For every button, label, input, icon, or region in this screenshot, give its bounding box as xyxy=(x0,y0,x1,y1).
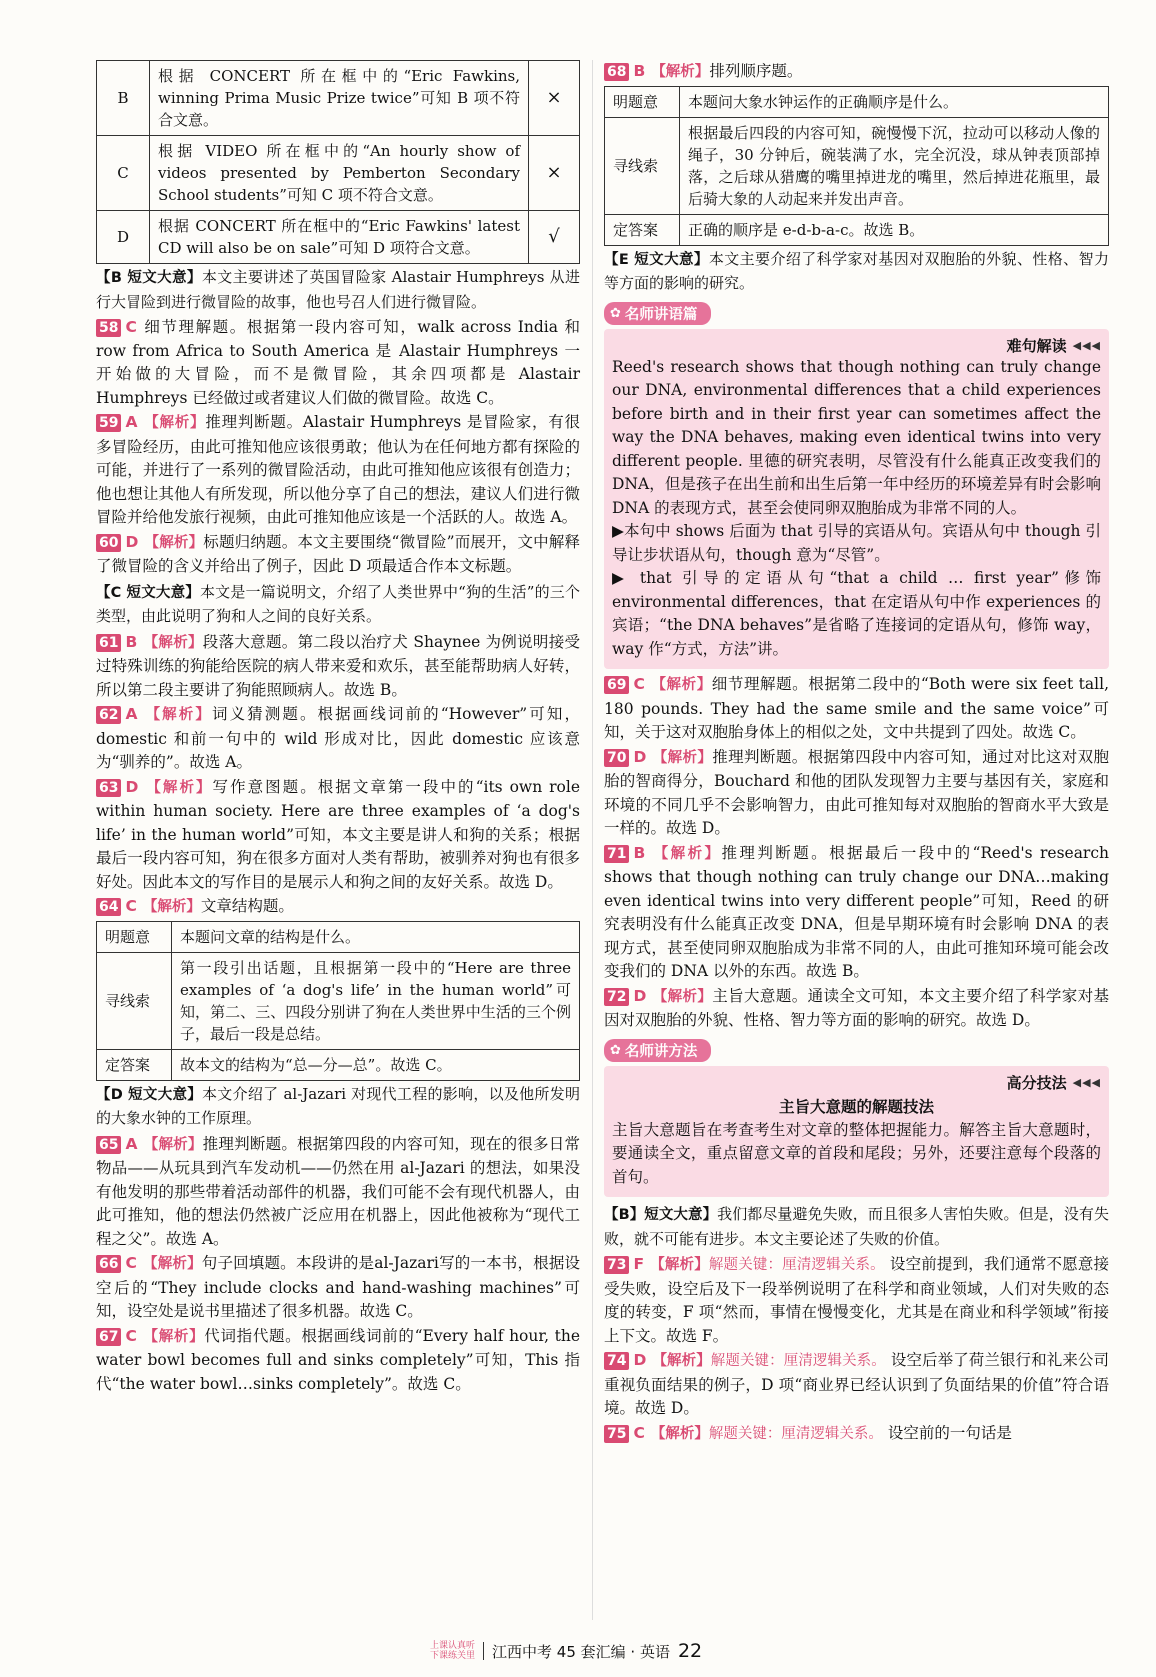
question-60 xyxy=(96,531,580,579)
answer-letter: A xyxy=(125,705,138,723)
explanation-text: 排列顺序题。 xyxy=(709,62,803,80)
summary-b xyxy=(96,266,580,314)
explanation-text: 细节理解题。根据第二段中的“Both were six feet tall, 180 pounds. They had the same smile and the same voice”可知，关于这对双胞胎身体上的相似之处，文中共提到了四处。故选 C。 xyxy=(604,675,1109,741)
table-row xyxy=(605,117,1109,214)
check-mark-icon: √ xyxy=(529,211,580,264)
question-69 xyxy=(604,673,1109,745)
sentence-analysis: Reed's research shows that though nothing can truly change our DNA, environmental differences that a child experiences before birth and in their first year can sometimes affect the way the DNA behaves, making even identical twins into very different people. 里德的研究表明，尽管没有什么能真正改变我们的 DNA，但是孩子在出生前和出生后第一年中经历的环境差异有时会影响 DNA 的表现方式，甚至会使同卵双胞胎成为非常不同的人。 xyxy=(612,357,1101,517)
option-letter: C xyxy=(97,136,150,211)
table-row xyxy=(97,1049,580,1080)
explanation-text: 代词指代题。根据画线词前的“Every half hour, the water bowl becomes full and sinks completely”可知，This 指代“the water bowl…sinks completely”。故选 C。 xyxy=(96,1326,580,1393)
explanation-text: 写作意图题。根据文章第一段中的“its own role within human society. Here are three examples of ‘a dog's life’ in the human world”可知，本文主要是讲人和狗的关系；根据最后一段内容可知，狗在很多方面对人类有帮助，被驯养对狗也有很多好处。因此本文的写作目的是展示人和狗之间的友好关系。故选 D。 xyxy=(96,777,581,891)
grammar-point: ▶本句中 shows 后面为 that 引导的宾语从句。宾语从句中 though 引导让步状语从句，though 意为“尽管”。 xyxy=(612,522,1101,564)
grammar-point: ▶ that 引导的定语从句“that a child … first year”修饰 environmental differences，that 在定语从句中作 experiences 的宾语；“the DNA behaves”是省略了连接词的定语从句，修饰 way，way 作“方式，方法”讲。 xyxy=(612,569,1101,658)
summary-b2 xyxy=(604,1203,1109,1251)
analysis-tag: 【解析】 xyxy=(143,707,212,723)
analysis-tag: 【解析】 xyxy=(143,1136,203,1153)
answer-letter: D xyxy=(633,1351,647,1369)
answer-letter: C xyxy=(125,318,137,336)
summary-text: 本文介绍了 al-Jazari 对现代工程的影响，以及他所发明的大象水钟的工作原理。 xyxy=(96,1084,580,1127)
summary-e xyxy=(604,248,1109,296)
analysis-tag: 【解析】 xyxy=(142,1328,205,1345)
question-number: 67 xyxy=(96,1328,121,1346)
option-explanation: 根据 CONCERT 所在框中的“Eric Fawkins, winning Prima Music Prize twice”可知 B 项不符合文意。 xyxy=(150,61,529,136)
options-table xyxy=(96,60,580,264)
arrows-icon: ◀◀◀ xyxy=(1072,338,1101,352)
box1-header xyxy=(604,302,1109,325)
box-title: 难句解读 xyxy=(1006,336,1067,355)
row-label: 寻线索 xyxy=(97,952,172,1049)
page-number: 22 xyxy=(677,1640,703,1662)
table-row xyxy=(97,136,580,211)
analysis-tag: 【解析】 xyxy=(144,779,213,796)
question-number: 64 xyxy=(96,898,121,916)
row-text: 本题问大象水钟运作的正确顺序是什么。 xyxy=(680,86,1109,117)
question-number: 62 xyxy=(96,706,121,724)
box-title: 高分技法 xyxy=(1006,1073,1067,1092)
question-75 xyxy=(604,1422,1109,1447)
answer-letter: B xyxy=(125,632,138,651)
question-64 xyxy=(96,895,580,920)
pill-label: 名师讲方法 xyxy=(624,1043,698,1060)
answer-letter: C xyxy=(125,897,137,915)
answer-letter: C xyxy=(125,1254,137,1272)
right-column xyxy=(604,60,1109,1447)
explanation-text: 主旨大意题。通读全文可知，本文主要介绍了科学家对基因对双胞胎的外貌、性格、智力等方面的影响的研究。故选 D。 xyxy=(604,986,1109,1029)
analysis-tag: 【解析】 xyxy=(652,749,713,766)
answer-letter: B xyxy=(633,843,646,862)
explanation-text: 推理判断题。Alastair Humphreys 是冒险家，有很多冒险经历，由此可推知他应该很勇敢；他认为在任何地方都有探险的可能，并进行了一系列的微冒险活动，由此可推知他应该很有创造力；他也想让其他人有所发现，所以他分享了自己的想法，建议人们进行微冒险并给他发旅行视频，由此可推知他应该是一个活跃的人。故选 A。 xyxy=(96,413,581,526)
logo-line: 上课认真听 xyxy=(430,1641,476,1651)
answer-letter: C xyxy=(125,1326,137,1345)
summary-label: 【E 短文大意】 xyxy=(604,251,709,268)
row-text: 故本文的结构为“总—分—总”。故选 C。 xyxy=(172,1049,580,1080)
question-number: 63 xyxy=(96,779,121,797)
summary-c xyxy=(96,581,580,629)
question-71 xyxy=(604,842,1109,984)
analysis-tag: 【解析】 xyxy=(650,677,712,693)
question-number: 61 xyxy=(96,634,121,652)
row-label: 明题意 xyxy=(97,921,172,952)
question-number: 70 xyxy=(604,749,629,767)
option-letter: D xyxy=(97,211,150,264)
analysis-tag: 【解析】 xyxy=(142,899,201,915)
analysis-tag: 【解析】 xyxy=(651,64,710,80)
summary-label: 【D 短文大意】 xyxy=(96,1086,203,1103)
difficult-sentence-box xyxy=(604,329,1109,670)
explanation-text: 标题归纳题。本文主要围绕“微冒险”而展开，文中解释了微冒险的含义并给出了例子，因此 D 项最适合作本文标题。 xyxy=(96,532,581,575)
flower-icon: ✿ xyxy=(610,305,621,321)
option-explanation: 根据 CONCERT 所在框中的“Eric Fawkins' latest CD will also be on sale”可知 D 项符合文意。 xyxy=(150,211,529,264)
explanation-text: 设空前的一句话是 xyxy=(887,1423,1012,1442)
box2-pill xyxy=(604,1039,711,1062)
question-number: 58 xyxy=(96,319,121,337)
question-68 xyxy=(604,60,1109,85)
table-row xyxy=(97,211,580,264)
analysis-tag: 【解析】 xyxy=(144,534,204,551)
summary-label: 【B 短文大意】 xyxy=(96,270,202,286)
summary-text: 我们都尽量避免失败，而且很多人害怕失败。但是，没有失败，就不可能有进步。本文主要论述了失败的价值。 xyxy=(604,1205,1109,1248)
summary-text: 本文是一篇说明文，介绍了人类世界中“狗的生活”的三个类型，由此说明了狗和人之间的良好关系。 xyxy=(96,582,580,625)
explanation-text: 设空后举了荷兰银行和礼来公司重视负面结果的例子，D 项“商业界已经认识到了负面结果的价值”符合语境。故选 D。 xyxy=(604,1351,1109,1417)
question-65 xyxy=(96,1133,580,1252)
summary-text: 本文主要讲述了英国冒险家 Alastair Humphreys 从进行大冒险到进行微冒险的故事，他也号召人们进行微冒险。 xyxy=(96,268,580,311)
answer-letter: D xyxy=(633,986,647,1005)
question-62 xyxy=(96,703,580,775)
box-title-row xyxy=(612,1072,1101,1093)
question-59 xyxy=(96,411,580,530)
question-number: 59 xyxy=(96,414,121,432)
explanation-text: 细节理解题。根据第一段内容可知，walk across India 和 row from Africa to South America 是 Alastair Humphreys 一开始做的大冒险，而不是微冒险，其余四项都是 Alastair Humphreys 已经做过或者建议人们做的微冒险。故选 C。 xyxy=(96,318,580,407)
table-row xyxy=(97,61,580,136)
answer-letter: F xyxy=(633,1255,645,1273)
question-73 xyxy=(604,1253,1109,1348)
explanation-text: 设空前提到，我们通常不愿意接受失败，设空后及下一段举例说明了在科学和商业领域，人们对失败的态度的转变，F 项“然而，事情在慢慢变化，尤其是在商业和科学领域”衔接上下文。故选 F。 xyxy=(604,1255,1110,1345)
row-label: 寻线索 xyxy=(605,117,680,214)
question-number: 68 xyxy=(604,63,629,81)
question-number: 73 xyxy=(604,1256,629,1274)
row-text: 本题问文章的结构是什么。 xyxy=(172,921,580,952)
table-row xyxy=(605,86,1109,117)
question-70 xyxy=(604,746,1109,841)
question-67 xyxy=(96,1325,580,1397)
question-number: 72 xyxy=(604,988,629,1006)
method-box xyxy=(604,1066,1109,1198)
analysis-tag: 【解析】 xyxy=(650,1257,709,1273)
question-number: 75 xyxy=(604,1425,629,1443)
column-divider xyxy=(592,60,593,1620)
q68-analysis-table xyxy=(604,86,1109,246)
explanation-text: 句子回填题。本段讲的是al-Jazari写的一本书，根据设空后的“They include clocks and hand-washing machines”可知，设空处是说书里描述了很多机器。故选 C。 xyxy=(96,1254,580,1320)
analysis-tag: 【解析】 xyxy=(143,634,203,651)
question-number: 74 xyxy=(604,1352,629,1370)
box-title-row xyxy=(612,335,1101,356)
explanation-text: 文章结构题。 xyxy=(200,897,294,915)
answer-letter: C xyxy=(633,675,645,693)
question-66 xyxy=(96,1252,580,1324)
analysis-tag: 【解析】 xyxy=(650,1425,709,1442)
question-number: 71 xyxy=(604,845,629,863)
analysis-tag: 【解析】 xyxy=(652,988,713,1005)
arrows-icon: ◀◀◀ xyxy=(1072,1075,1101,1089)
question-74 xyxy=(604,1349,1109,1421)
explanation-text: 推理判断题。根据第四段的内容可知，现在的很多日常物品——从玩具到汽车发动机——仍然在用 al-Jazari 的想法，如果没有他发明的那些带着活动部件的机器，我们可能不会有现代机器人，由此可推知，他的想法仍然被广泛应用在机器上，因此他被称为“现代工程之父”。故选 A。 xyxy=(96,1134,580,1248)
table-row xyxy=(605,214,1109,245)
question-72 xyxy=(604,985,1109,1033)
page-footer xyxy=(430,1640,702,1662)
analysis-tag: 【解析】 xyxy=(143,415,206,431)
key-tip: 解题关键：厘清逻辑关系。 xyxy=(708,1425,883,1442)
analysis-tag: 【解析】 xyxy=(142,1256,202,1272)
row-text: 第一段引出话题，且根据第一段中的“Here are three examples of ‘a dog's life’ in the human world”可知，第二、三、四段分别讲了狗在人类世界中生活的三个例子，最后一段是总结。 xyxy=(172,952,580,1049)
wrong-mark-icon: × xyxy=(529,136,580,211)
option-explanation: 根据 VIDEO 所在框中的“An hourly show of videos presented by Pemberton Secondary School students”可知 C 项不符合文意。 xyxy=(150,136,529,211)
footer-separator xyxy=(483,1642,484,1660)
answer-letter: D xyxy=(633,747,647,766)
table-row xyxy=(97,921,580,952)
answer-letter: A xyxy=(125,1134,138,1153)
method-text: 主旨大意题旨在考查考生对文章的整体把握能力。解答主旨大意题时，要通读全文，重点留意文章的首段和尾段；另外，还要注意每个段落的首句。 xyxy=(612,1120,1101,1186)
pill-label: 名师讲语篇 xyxy=(624,306,698,323)
book-title: 江西中考 45 套汇编 · 英语 xyxy=(492,1642,670,1661)
key-tip: 解题关键：厘清逻辑关系。 xyxy=(710,1353,886,1369)
row-text: 根据最后四段的内容可知，碗慢慢下沉，拉动可以移动人像的绳子，30 分钟后，碗装满了水，完全沉没，球从钟表顶部掉落，之后球从猎鹰的嘴里掉进龙的嘴里，然后掉进花瓶里，最后骑大象的人动起来并发出声音。 xyxy=(680,117,1109,214)
explanation-text: 推理判断题。根据第四段中内容可知，通过对比这对双胞胎的智商得分，Bouchard 和他的团队发现智力主要与基因有关，家庭和环境的不同几乎不会影响智力，由此可推知每对双胞胎的智商水平大致是一样的。故选 D。 xyxy=(604,747,1109,837)
method-heading: 主旨大意题的解题技法 xyxy=(778,1097,934,1116)
question-58 xyxy=(96,316,580,410)
flower-icon: ✿ xyxy=(610,1042,621,1058)
footer-logo xyxy=(430,1641,475,1661)
wrong-mark-icon: × xyxy=(529,61,580,136)
question-number: 60 xyxy=(96,534,121,552)
question-number: 65 xyxy=(96,1136,121,1154)
summary-label: 【C 短文大意】 xyxy=(96,584,200,601)
explanation-text: 段落大意题。第二段以治疗犬 Shaynee 为例说明接受过特殊训练的狗能给医院的病人带来爱和欢乐，甚至能帮助病人好转，所以第二段主要讲了狗能照顾病人。故选 B。 xyxy=(96,632,580,699)
explanation-text: 词义猜测题。根据画线词前的“However”可知，domestic 和前一句中的 wild 形成对比，因此 domestic 应该意为“驯养的”。故选 A。 xyxy=(96,705,580,771)
answer-letter: D xyxy=(125,532,139,551)
row-label: 定答案 xyxy=(605,214,680,245)
answer-letter: C xyxy=(633,1423,645,1442)
row-label: 明题意 xyxy=(605,86,680,117)
question-number: 66 xyxy=(96,1255,121,1273)
answer-letter: B xyxy=(633,62,646,80)
row-label: 定答案 xyxy=(97,1049,172,1080)
analysis-tag: 【解析】 xyxy=(652,1353,711,1369)
summary-text: 本文主要介绍了科学家对基因对双胞胎的外貌、性格、智力等方面的影响的研究。 xyxy=(604,249,1109,292)
question-number: 69 xyxy=(604,676,629,694)
answer-letter: D xyxy=(125,777,139,796)
box1-pill xyxy=(604,302,711,325)
box2-header xyxy=(604,1039,1109,1062)
logo-line: 下课练关里 xyxy=(430,1651,476,1661)
summary-d xyxy=(96,1083,580,1131)
question-63 xyxy=(96,776,580,895)
explanation-text: 推理判断题。根据最后一段中的“Reed's research shows that though nothing can truly change our DNA…making even identical twins into very different people”可知，Reed 的研究表明没有什么能真正改变 DNA，但是早期环境有时会影响 DNA 的表现方式，甚至使同卵双胞胎成为非常不同的人，由此可推知环境可能会改变我们的 DNA 以外的东西。故选 B。 xyxy=(604,843,1110,980)
answer-letter: A xyxy=(125,413,138,431)
summary-label: 【B】短文大意】 xyxy=(604,1207,718,1223)
row-text: 正确的顺序是 e-d-b-a-c。故选 B。 xyxy=(680,214,1109,245)
analysis-tag: 【解析】 xyxy=(651,845,722,862)
key-tip: 解题关键：厘清逻辑关系。 xyxy=(708,1257,885,1273)
q64-analysis-table xyxy=(96,921,580,1081)
table-row xyxy=(97,952,580,1049)
option-letter: B xyxy=(97,61,150,136)
left-column xyxy=(96,60,580,1397)
question-61 xyxy=(96,631,580,703)
